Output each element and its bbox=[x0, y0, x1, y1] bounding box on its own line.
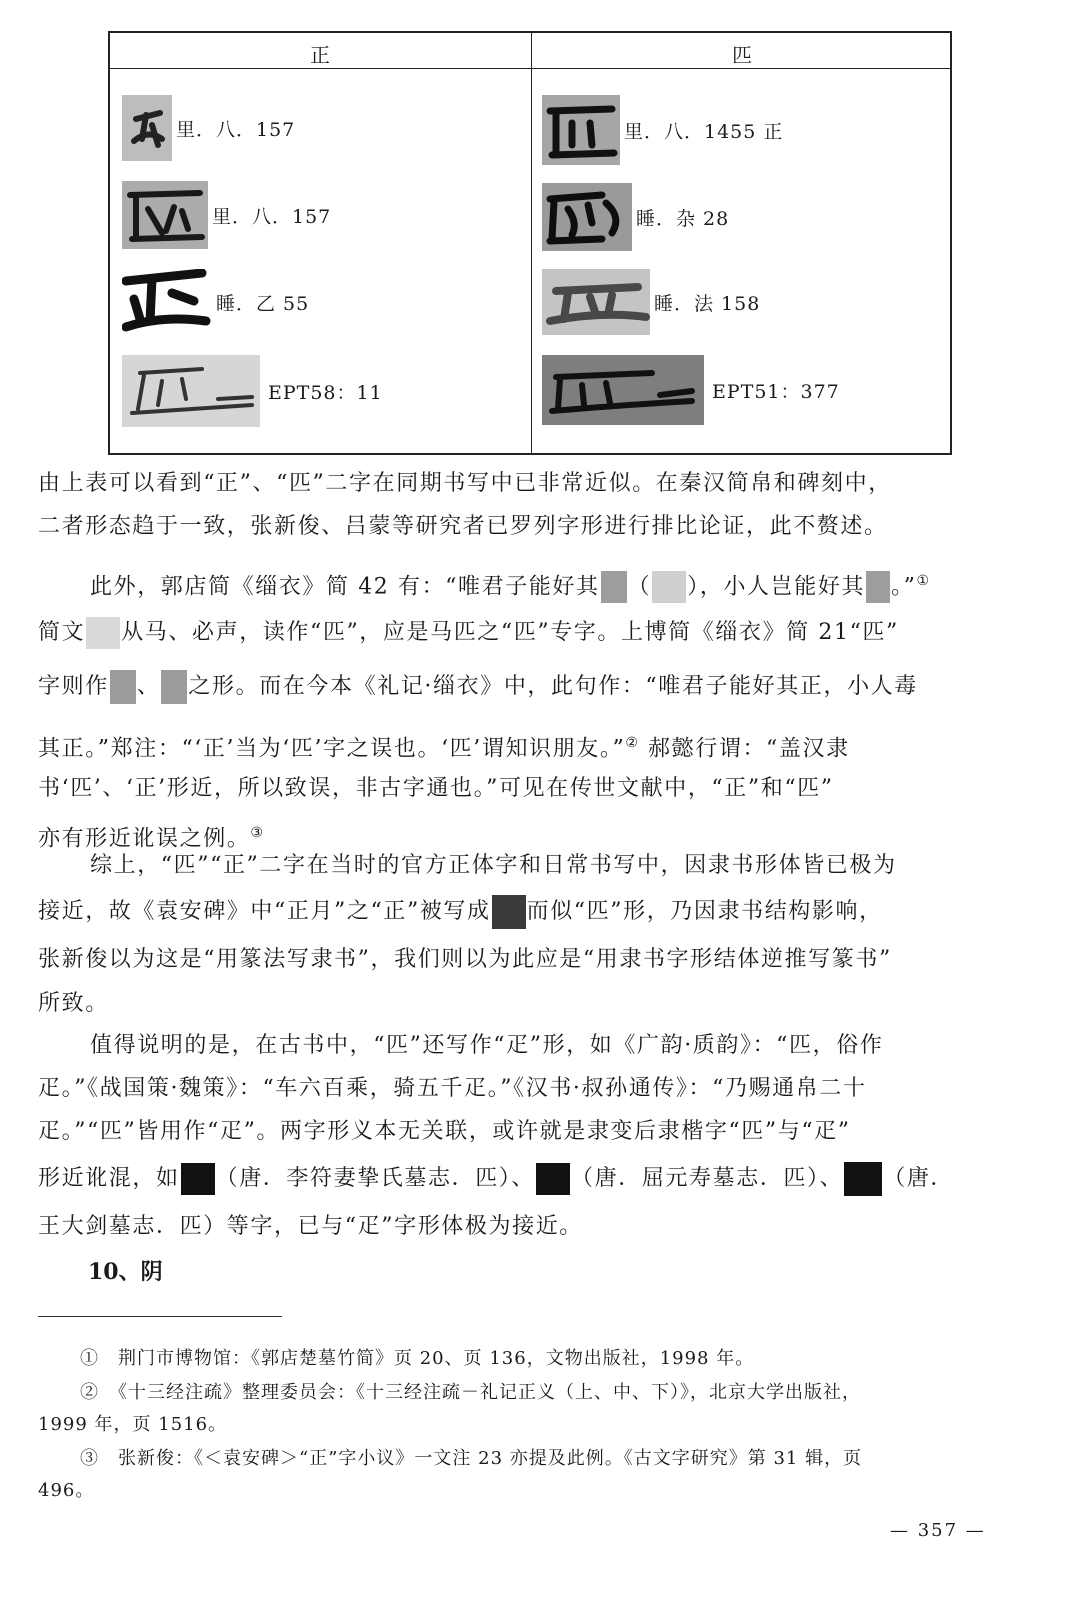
table-row-left-2 bbox=[122, 181, 331, 249]
glyph-image bbox=[542, 355, 704, 425]
glyph-caption: 睡．杂 28 bbox=[636, 207, 730, 230]
paragraph-2 bbox=[38, 555, 1022, 851]
glyph-image bbox=[542, 183, 632, 251]
text-line bbox=[38, 661, 1022, 717]
text-span: （唐．屈元寿墓志．匹）、 bbox=[571, 1166, 844, 1191]
text-line bbox=[38, 1153, 1022, 1205]
text-span: 。” bbox=[891, 574, 917, 600]
text-line bbox=[38, 717, 1022, 763]
text-span: （唐． bbox=[883, 1166, 955, 1191]
footnote-3-continued: 496。 bbox=[38, 1480, 95, 1501]
glyph-image bbox=[542, 95, 620, 165]
text-span: 而似“匹”形，乃因隶书结构影响， bbox=[526, 899, 883, 924]
paragraph-4 bbox=[38, 1024, 1022, 1248]
text-span: （ bbox=[627, 574, 652, 600]
page-number: — 357 — bbox=[890, 1520, 986, 1541]
glyph-caption: EPT51：377 bbox=[712, 380, 840, 403]
footnote-3: ③ 张新俊：《＜袁安碑＞“正”字小议》一文注 23 亦提及此例。《古文字研究》第 31 辑，页 bbox=[80, 1448, 863, 1469]
text-span: 、 bbox=[136, 674, 161, 699]
text-span: 字则作 bbox=[38, 674, 109, 699]
glyph-image bbox=[542, 269, 650, 335]
text-span: 郝懿行谓：“盖汉隶 bbox=[639, 736, 850, 762]
glyph-caption: 里．八．1455 正 bbox=[624, 120, 784, 143]
glyph-image bbox=[122, 355, 260, 427]
text-line bbox=[38, 889, 1022, 937]
footnote-divider bbox=[38, 1316, 282, 1317]
glyph-caption: 里．八．157 bbox=[176, 118, 296, 141]
text-span: 从马、必声，读作“匹”，应是马匹之“匹”专字。上博简《缁衣》简 21“匹” bbox=[121, 620, 899, 645]
table-row-left-3 bbox=[122, 269, 309, 335]
text-line: 疋。”《战国策·魏策》：“车六百乘，骑五千疋。”《汉书·叔孙通传》：“乃赐通帛二十 bbox=[38, 1076, 867, 1101]
text-span: 形近讹混，如 bbox=[38, 1166, 180, 1191]
text-line: 书‘匹’、‘正’形近，所以致误，非古字通也。”可见在传世文献中，“正”和“匹” bbox=[38, 776, 834, 801]
glyph-inline-image bbox=[536, 1163, 570, 1195]
table-row-left-4 bbox=[122, 355, 383, 427]
text-line: 二者形态趋于一致，张新俊、吕蒙等研究者已罗列字形进行排比论证，此不赘述。 bbox=[38, 514, 888, 539]
glyph-inline-image bbox=[110, 670, 136, 704]
text-span: 亦有形近讹误之例。 bbox=[38, 826, 251, 852]
glyph-caption: 里．八．157 bbox=[212, 205, 332, 228]
glyph-image bbox=[122, 181, 208, 249]
footnote-marker: ③ bbox=[250, 825, 265, 841]
table-header-divider bbox=[110, 68, 950, 69]
paragraph-3 bbox=[38, 843, 1022, 1025]
text-line bbox=[38, 607, 1022, 661]
table-row-right-2 bbox=[542, 183, 729, 251]
glyph-caption: 睡．乙 55 bbox=[216, 292, 310, 315]
glyph-caption: 睡．法 158 bbox=[654, 292, 761, 315]
footnote-marker: ① bbox=[916, 573, 931, 589]
table-row-right-4 bbox=[542, 355, 840, 425]
text-span: 之形。而在今本《礼记·缁衣》中，此句作：“唯君子能好其正，小人毒 bbox=[188, 674, 918, 699]
glyph-inline-image bbox=[601, 571, 627, 603]
footnote-2-continued: 1999 年，页 1516。 bbox=[38, 1414, 228, 1435]
text-line: 所致。 bbox=[38, 991, 109, 1016]
table-column-divider bbox=[531, 33, 532, 453]
glyph-comparison-table bbox=[108, 31, 952, 455]
table-row-right-1 bbox=[542, 95, 783, 165]
text-line: 综上，“匹”“正”二字在当时的官方正体字和日常书写中，因隶书形体皆已极为 bbox=[90, 853, 897, 878]
text-span: 其正。”郑注：“‘正’当为‘匹’字之误也。‘匹’谓知识朋友。” bbox=[38, 736, 626, 762]
glyph-inline-image bbox=[844, 1162, 882, 1196]
text-span: （唐．李符妻挚氏墓志．匹）、 bbox=[215, 1166, 536, 1191]
table-header-pi: 匹 bbox=[732, 43, 752, 67]
table-row-right-3 bbox=[542, 269, 760, 335]
glyph-inline-image bbox=[652, 571, 686, 603]
text-span: 接近，故《袁安碑》中“正月”之“正”被写成 bbox=[38, 899, 491, 924]
section-heading: 10、阴 bbox=[88, 1259, 163, 1285]
text-line: 王大剑墓志．匹）等字，已与“疋”字形体极为接近。 bbox=[38, 1214, 583, 1239]
text-line: 值得说明的是，在古书中，“匹”还写作“疋”形，如《广韵·质韵》：“匹，俗作 bbox=[90, 1033, 884, 1058]
footnote-1: ① 荆门市博物馆：《郭店楚墓竹简》页 20、页 136，文物出版社，1998 年。 bbox=[80, 1348, 755, 1369]
glyph-inline-image bbox=[181, 1163, 215, 1195]
text-line: 张新俊以为这是“用篆法写隶书”，我们则以为此应是“用隶书字形结体逆推写篆书” bbox=[38, 947, 892, 972]
text-span: 简文 bbox=[38, 620, 86, 645]
glyph-image bbox=[122, 95, 172, 161]
glyph-inline-image bbox=[492, 895, 526, 929]
text-line: 由上表可以看到“正”、“匹”二字在同期书写中已非常近似。在秦汉简帛和碑刻中， bbox=[38, 471, 892, 496]
text-span: 此外，郭店简《缁衣》简 42 有：“唯君子能好其 bbox=[90, 574, 600, 600]
footnote-marker: ② bbox=[625, 735, 640, 751]
text-line bbox=[38, 555, 1022, 607]
glyph-inline-image bbox=[161, 670, 187, 704]
glyph-image bbox=[122, 269, 212, 335]
glyph-caption: EPT58：11 bbox=[268, 381, 383, 404]
table-header-zheng: 正 bbox=[310, 43, 330, 67]
glyph-inline-image bbox=[866, 571, 890, 603]
text-line: 疋。”“匹”皆用作“疋”。两字形义本无关联，或许就是隶变后隶楷字“匹”与“疋” bbox=[38, 1119, 851, 1144]
footnote-2: ② 《十三经注疏》整理委员会：《十三经注疏－礼记正义（上、中、下）》，北京大学出版社， bbox=[80, 1382, 861, 1403]
glyph-inline-image bbox=[86, 617, 120, 649]
text-span: ），小人岂能好其 bbox=[687, 574, 866, 600]
paragraph-1 bbox=[38, 462, 1022, 548]
table-row-left-1 bbox=[122, 95, 295, 161]
